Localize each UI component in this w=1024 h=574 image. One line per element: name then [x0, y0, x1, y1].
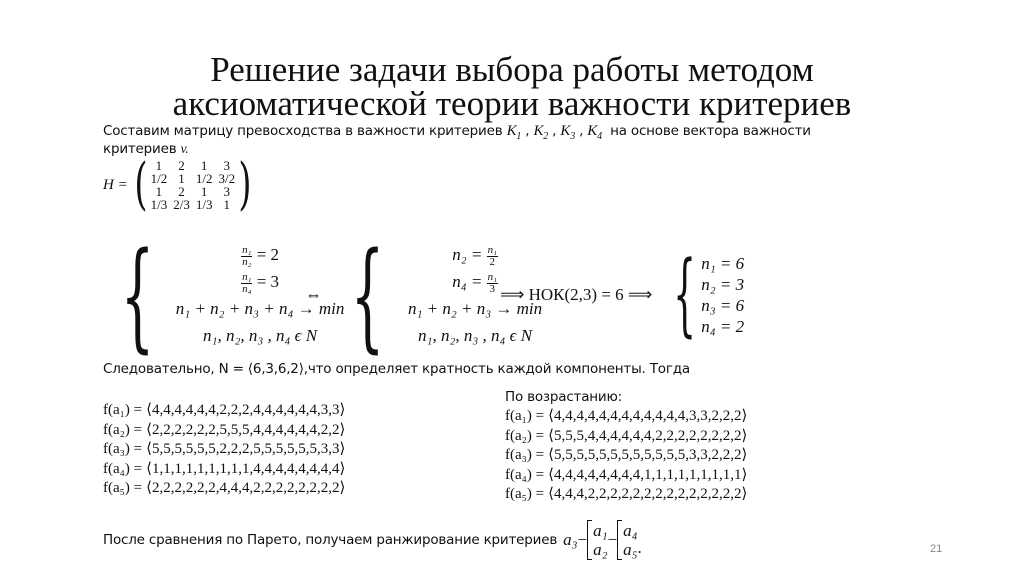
sub: 2	[543, 131, 549, 142]
vector-value: ⟨5,5,5,5,5,5,2,2,2,5,5,5,5,5,5,3,3⟩	[146, 441, 346, 457]
right-paren: )	[238, 152, 252, 217]
vector-line	[505, 427, 747, 447]
importance-vector-v: v.	[180, 141, 189, 156]
a4: a₄	[623, 521, 638, 540]
vector-value: ⟨4,4,4,2,2,2,2,2,2,2,2,2,2,2,2,2,2⟩	[548, 486, 748, 502]
vector-label: f(a₅) =	[505, 486, 545, 502]
vector-line	[103, 460, 345, 480]
matrix-h	[103, 152, 256, 217]
matrix-row	[148, 198, 239, 211]
vector-label: f(a₁) =	[505, 408, 545, 424]
vector-line	[505, 446, 747, 466]
sum-min-equation: n₁ + n₂ + n₃ → min	[407, 299, 543, 318]
vector-value: ⟨4,4,4,4,4,4,4,4,1,1,1,1,1,1,1,1,1⟩	[548, 466, 748, 483]
lhs: n₄ =	[452, 272, 483, 291]
numerator: n₁	[242, 270, 252, 283]
vector-line	[103, 479, 345, 499]
vector-label: f(a₃) =	[505, 447, 545, 463]
rank-first: a₃	[563, 530, 578, 549]
denominator: 3	[489, 282, 496, 295]
sorted-heading: По возрастанию:	[505, 389, 623, 405]
sub: 1	[516, 131, 522, 142]
pareto-text: После сравнения по Парето, получаем ранжирование критериев	[103, 532, 558, 548]
vector-value: ⟨5,5,5,5,5,5,5,5,5,5,5,5,3,3,2,2,2⟩	[548, 447, 748, 463]
system-3	[656, 242, 745, 347]
rank-dash: −	[577, 530, 588, 549]
vector-line	[505, 466, 747, 486]
vector-line	[103, 440, 345, 460]
n4-value: n₄ = 2	[701, 317, 745, 336]
n2-value: n₂ = 3	[701, 275, 745, 294]
vector-line	[103, 401, 345, 421]
intro-line-1: Составим матрицу превосходства в важности критериев $K_1$ , $K_2$ , $K_3$ , $K_4$ на основе вектора важности	[103, 123, 811, 142]
matrix-cell: 1/3	[150, 197, 168, 212]
vector-value: ⟨4,4,4,4,4,4,4,4,4,4,4,4,3,3,2,2,2⟩	[548, 408, 748, 424]
intro-line2-text: критериев	[103, 141, 177, 157]
intro-text-after: на основе вектора важности	[610, 123, 811, 139]
matrix-cell: 1	[223, 197, 231, 212]
natural-constraint: n₁, n₂, n₃ , n₄ ϵ N	[418, 326, 533, 345]
rank-dash: −	[607, 530, 618, 549]
matrix-cell: 1	[155, 184, 163, 199]
criterion-k2: K	[533, 123, 544, 139]
conclusion-text: Следовательно, N = ⟨6,3,6,2⟩,что определяет кратность каждой компоненты. Тогда	[103, 361, 690, 377]
system-brace: {	[120, 226, 155, 364]
sorted-vectors	[505, 407, 747, 505]
numerator: n₁	[487, 270, 497, 283]
rank-group-2	[623, 521, 637, 559]
n3-value: n₃ = 6	[701, 296, 745, 315]
matrix-cell: 2/3	[173, 197, 190, 212]
matrix-cell: 1/2	[195, 171, 213, 186]
vector-label: f(a₅) =	[103, 480, 143, 496]
system-brace: {	[350, 226, 385, 364]
vector-label: f(a₂) =	[505, 427, 545, 444]
matrix-cell: 1/2	[150, 171, 168, 186]
equivalence-arrow: ⇔	[305, 285, 322, 304]
matrix-cell: 3	[223, 184, 231, 199]
intro-text: Составим матрицу превосходства в важности критериев	[103, 123, 503, 139]
matrix-label: H =	[103, 176, 128, 193]
numerator: n₁	[487, 243, 497, 256]
matrix-cell: 3	[223, 158, 231, 173]
bracket	[617, 520, 622, 560]
natural-constraint: n₁, n₂, n₃ , n₄ ϵ N	[203, 326, 318, 345]
matrix-cell: 2	[178, 184, 185, 199]
matrix-cell: 2	[178, 158, 185, 173]
rank-group-1	[593, 521, 607, 559]
slide-title-line-2: аксиоматической теории важности критериев	[172, 84, 852, 123]
vector-value: ⟨2,2,2,2,2,2,4,4,4,2,2,2,2,2,2,2,2⟩	[146, 480, 346, 496]
vector-value: ⟨5,5,5,4,4,4,4,4,4,2,2,2,2,2,2,2,2⟩	[548, 427, 748, 444]
vector-value: ⟨2,2,2,2,2,2,5,5,5,4,4,4,4,4,4,2,2⟩	[146, 421, 346, 438]
vector-label: f(a₁) =	[103, 402, 143, 418]
system-3-equations	[701, 253, 744, 337]
criterion-k1: K	[506, 123, 517, 139]
vector-value: ⟨1,1,1,1,1,1,1,1,1,4,4,4,4,4,4,4,4⟩	[146, 460, 346, 477]
vector-label: f(a₄) =	[505, 466, 545, 483]
matrix-cell: 1	[155, 158, 163, 173]
matrix-cell: 3/2	[218, 171, 236, 186]
vector-label: f(a₄) =	[103, 460, 143, 477]
criterion-k3: K	[560, 123, 571, 139]
vector-line	[505, 485, 747, 505]
a2: a₂	[593, 540, 608, 559]
matrix-table	[148, 159, 239, 211]
slide-title-line-1: Решение задачи выбора работы методом	[210, 50, 814, 89]
matrix-cell: 1	[178, 171, 185, 186]
vector-label: f(a₂) =	[103, 421, 143, 438]
sub: 4	[597, 131, 602, 142]
a1: a₁	[593, 521, 608, 540]
slide-number: 21	[930, 543, 943, 555]
vector-line	[505, 407, 747, 427]
matrix-cell: 1	[200, 158, 208, 173]
sub: 3	[570, 131, 575, 142]
numerator: n₁	[242, 243, 252, 256]
n1-value: n₁ = 6	[701, 254, 745, 273]
matrix-cell: 1	[200, 184, 208, 199]
denominator: n₂	[242, 255, 252, 268]
matrix-cell: 1/3	[195, 197, 213, 212]
period: .	[637, 538, 642, 557]
original-vectors	[103, 401, 345, 499]
system-1-equations	[165, 241, 355, 349]
criterion-k4: K	[587, 123, 598, 139]
sum-min-equation: n₁ + n₂ + n₃ + n₄ → min	[175, 299, 345, 318]
lcm-expression: ⟹ НОК(2,3) = 6 ⟹	[500, 285, 653, 304]
denominator: 2	[489, 255, 496, 268]
system-brace: {	[673, 242, 697, 347]
a5: a₅	[623, 540, 638, 559]
bracket	[587, 520, 592, 560]
left-paren: (	[134, 152, 148, 217]
lhs: n₂ =	[452, 245, 483, 264]
rhs: = 3	[256, 272, 280, 291]
rhs: = 2	[256, 245, 280, 264]
denominator: n₄	[242, 282, 252, 295]
vector-label: f(a₃) =	[103, 441, 143, 457]
vector-line	[103, 421, 345, 441]
vector-value: ⟨4,4,4,4,4,4,2,2,2,4,4,4,4,4,4,3,3⟩	[146, 402, 346, 418]
pareto-ranking	[103, 520, 642, 560]
